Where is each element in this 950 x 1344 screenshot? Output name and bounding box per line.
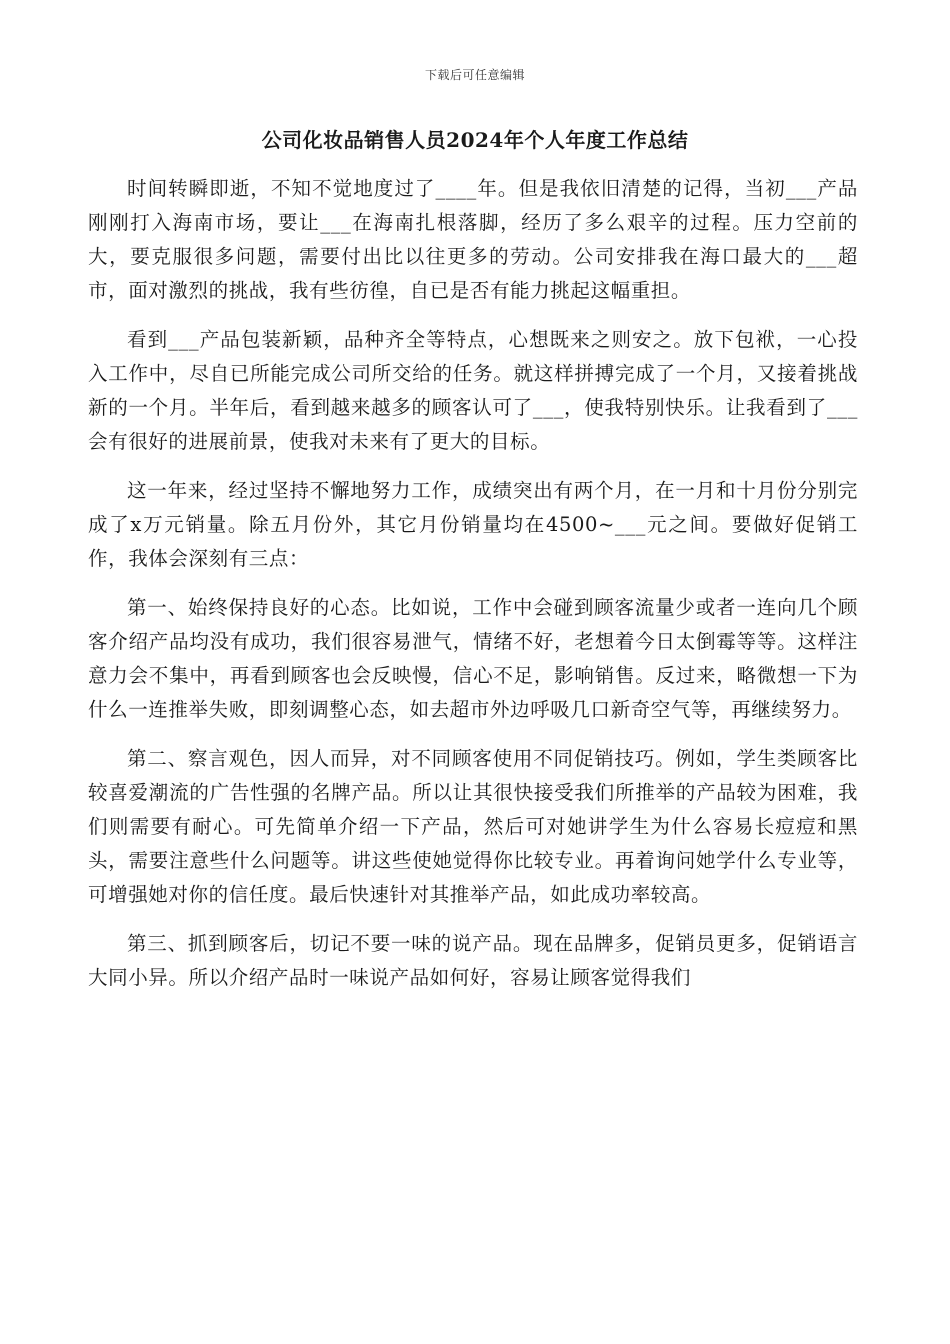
paragraph-3: 这一年来，经过坚持不懈地努力工作，成绩突出有两个月，在一月和十月份分别完成了x万元销量。除五月份外，其它月份销量均在4500~___元之间。要做好促销工作，我体会深刻有三点： <box>88 479 858 570</box>
document-title: 公司化妆品销售人员2024年个人年度工作总结 <box>261 128 689 152</box>
document-body <box>88 172 858 1010</box>
paragraph-5: 第二、察言观色，因人而异，对不同顾客使用不同促销技巧。例如，学生类顾客比较喜爱潮流的广告性强的名牌产品。所以让其很快接受我们所推举的产品较为困难，我们则需要有耐心。可先简单介绍一下产品，然后可对她讲学生为什么容易长痘痘和黑头，需要注意些什么问题等。讲这些使她觉得你比较专业。再着询问她学什么专业等，可增强她对你的信任度。最后快速针对其推举产品，如此成功率较高。 <box>88 747 858 906</box>
paragraph-4: 第一、始终保持良好的心态。比如说，工作中会碰到顾客流量少或者一连向几个顾客介绍产品均没有成功，我们很容易泄气，情绪不好，老想着今日太倒霉等等。这样注意力会不集中，再看到顾客也会反映慢，信心不足，影响销售。反过来，略微想一下为什么一连推举失败，即刻调整心态，如去超市外边呼吸几口新奇空气等，再继续努力。 <box>88 596 858 721</box>
header-note: 下载后可任意编辑 <box>424 68 525 82</box>
paragraph-1: 时间转瞬即逝，不知不觉地度过了____年。但是我依旧清楚的记得，当初___产品刚刚打入海南市场，要让___在海南扎根落脚，经历了多么艰辛的过程。压力空前的大，要克服很多问题，需要付出比以往更多的劳动。公司安排我在海口最大的___超市，面对激烈的挑战，我有些彷徨，自已是否有能力挑起这幅重担。 <box>88 177 858 302</box>
paragraph-2: 看到___产品包装新颖，品种齐全等特点，心想既来之则安之。放下包袱，一心投入工作中，尽自已所能完成公司所交给的任务。就这样拼搏完成了一个月，又接着挑战新的一个月。半年后，看到越来越多的顾客认可了___，使我特别快乐。让我看到了___会有很好的进展前景，使我对未来有了更大的目标。 <box>88 328 858 453</box>
paragraph-6: 第三、抓到顾客后，切记不要一味的说产品。现在品牌多，促销员更多，促销语言大同小异。所以介绍产品时一味说产品如何好，容易让顾客觉得我们 <box>88 932 858 989</box>
